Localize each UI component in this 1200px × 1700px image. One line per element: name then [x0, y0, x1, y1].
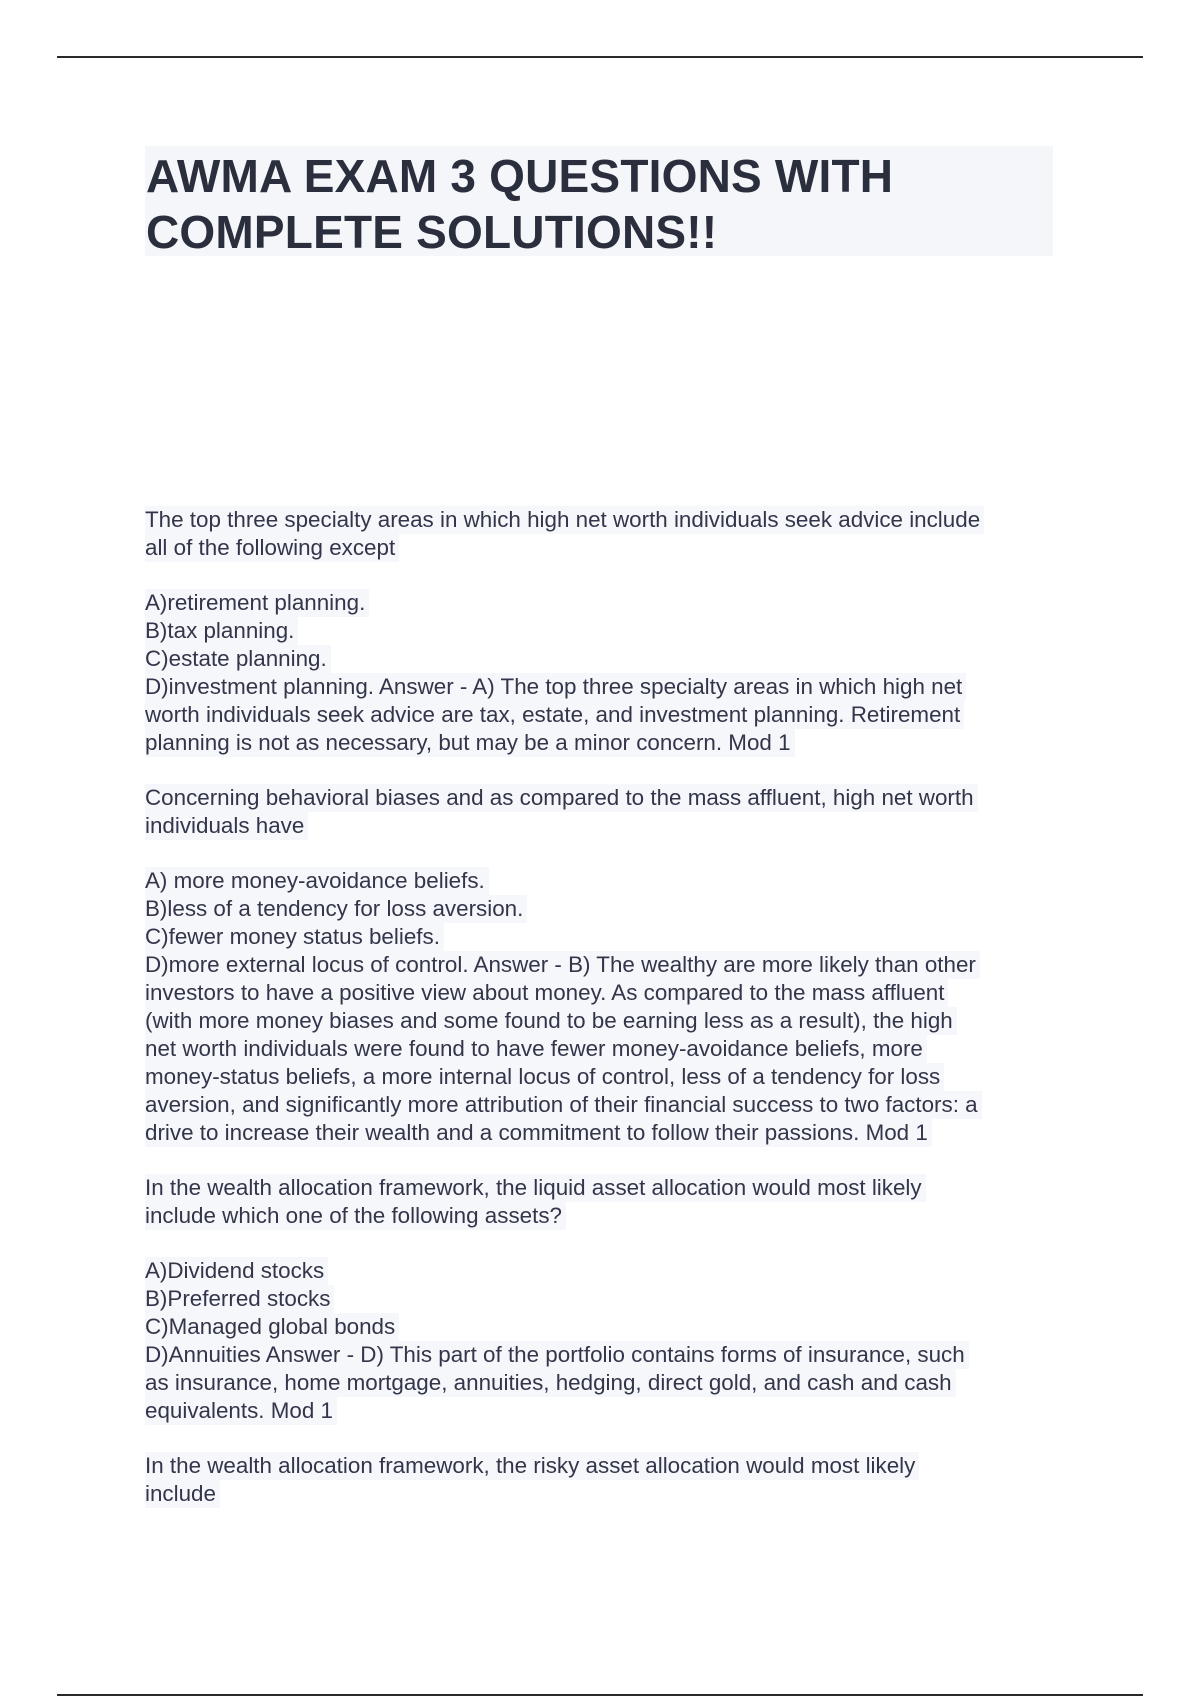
spacer: [145, 840, 1055, 867]
spacer: [145, 562, 1055, 589]
answer-option: A)Dividend stocks: [145, 1257, 328, 1285]
question-stem-line: include: [145, 1480, 220, 1508]
answer-explanation-line: aversion, and significantly more attribution of their financial success to two factors: a: [145, 1091, 982, 1119]
answer-option: C)estate planning.: [145, 645, 331, 673]
question-block-2: [145, 784, 1055, 1147]
question-stem-line: Concerning behavioral biases and as compared to the mass affluent, high net worth: [145, 784, 978, 812]
spacer: [145, 1230, 1055, 1257]
answer-explanation-line: investors to have a positive view about money. As compared to the mass affluent: [145, 979, 948, 1007]
answer-explanation-line: planning is not as necessary, but may be a minor concern. Mod 1: [145, 729, 795, 757]
question-stem-line: individuals have: [145, 812, 308, 840]
answer-option: A)retirement planning.: [145, 589, 369, 617]
answer-option: B)less of a tendency for loss aversion.: [145, 895, 527, 923]
question-block-4: [145, 1452, 1055, 1508]
title-line-1: AWMA EXAM 3 QUESTIONS WITH: [146, 150, 894, 202]
questions-list: [145, 506, 1055, 1535]
answer-explanation-line: equivalents. Mod 1: [145, 1397, 337, 1425]
top-rule: [57, 56, 1143, 58]
answer-explanation-line: money-status beliefs, a more internal locus of control, less of a tendency for loss: [145, 1063, 944, 1091]
question-stem-line: include which one of the following assets?: [145, 1202, 566, 1230]
question-block-1: [145, 506, 1055, 757]
question-stem-line: In the wealth allocation framework, the liquid asset allocation would most likely: [145, 1174, 926, 1202]
answer-option: D)more external locus of control. Answer - B) The wealthy are more likely than other: [145, 951, 980, 979]
answer-option: C)fewer money status beliefs.: [145, 923, 444, 951]
answer-explanation-line: worth individuals seek advice are tax, estate, and investment planning. Retirement: [145, 701, 964, 729]
answer-option: A) more money-avoidance beliefs.: [145, 867, 489, 895]
question-stem-line: In the wealth allocation framework, the risky asset allocation would most likely: [145, 1452, 919, 1480]
question-stem-line: all of the following except: [145, 534, 399, 562]
answer-option: D)investment planning. Answer - A) The top three specialty areas in which high net: [145, 673, 966, 701]
answer-option: D)Annuities Answer - D) This part of the portfolio contains forms of insurance, such: [145, 1341, 969, 1369]
answer-explanation-line: net worth individuals were found to have fewer money-avoidance beliefs, more: [145, 1035, 927, 1063]
question-block-3: [145, 1174, 1055, 1425]
answer-explanation-line: drive to increase their wealth and a commitment to follow their passions. Mod 1: [145, 1119, 932, 1147]
answer-option: B)tax planning.: [145, 617, 298, 645]
answer-option: C)Managed global bonds: [145, 1313, 399, 1341]
title-line-2: COMPLETE SOLUTIONS!!: [146, 206, 718, 258]
answer-explanation-line: as insurance, home mortgage, annuities, hedging, direct gold, and cash and cash: [145, 1369, 956, 1397]
bottom-rule: [57, 1694, 1143, 1696]
answer-option: B)Preferred stocks: [145, 1285, 334, 1313]
document-title: [146, 148, 1046, 260]
answer-explanation-line: (with more money biases and some found to be earning less as a result), the high: [145, 1007, 957, 1035]
question-stem-line: The top three specialty areas in which high net worth individuals seek advice include: [145, 506, 984, 534]
